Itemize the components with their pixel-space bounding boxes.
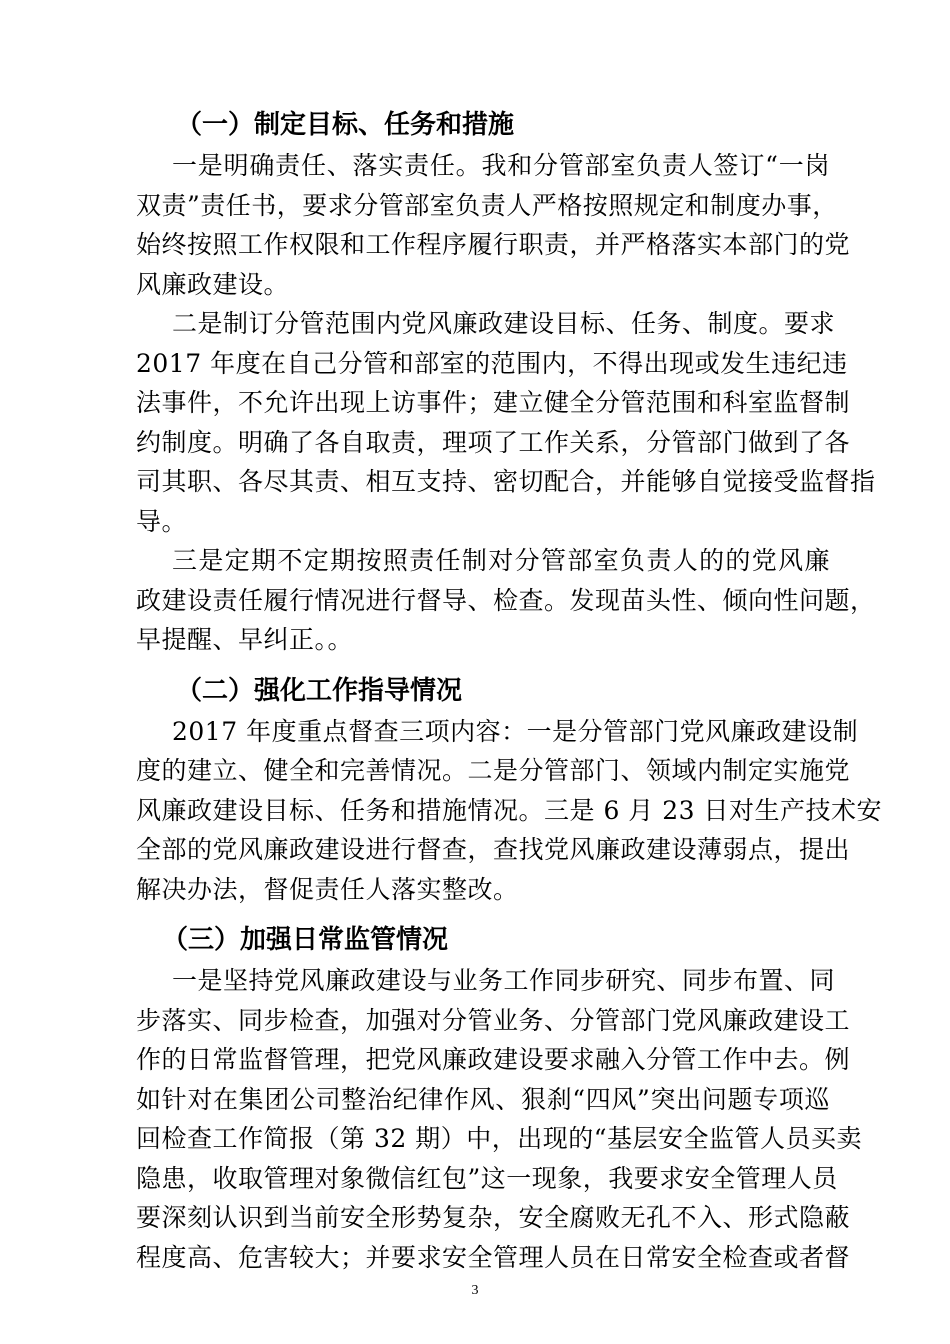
paragraph	[136, 961, 862, 1277]
paragraph-line: 全部的党风廉政建设进行督查，查找党风廉政建设薄弱点，提出	[136, 835, 851, 864]
paragraph-line: 风廉政建设目标、任务和措施情况。三是 6 月 23 日对生产技术安	[136, 795, 883, 825]
section-heading-text: （二）强化工作指导情况	[176, 675, 463, 706]
paragraph	[136, 146, 851, 304]
paragraph-line: 解决办法，督促责任人落实整改。	[136, 874, 519, 904]
paragraph-line: 作的日常监督管理，把党风廉政建设要求融入分管工作中去。例	[136, 1045, 851, 1074]
section-heading-text: （一）制定目标、任务和措施	[176, 110, 515, 140]
paragraph-line: 政建设责任履行情况进行督导、检查。发现苗头性、倾向性问题，	[136, 585, 876, 615]
paragraph-line: 2017 年度重点督查三项内容：一是分管部门党风廉政建设制	[172, 716, 859, 746]
paragraph-line: 约制度。明确了各自取责，理项了工作关系，分管部门做到了各	[136, 427, 851, 457]
paragraph-line: 回检查工作简报（第 32 期）中，出现的“基层安全监管人员买卖	[136, 1124, 862, 1153]
paragraph-line: 风廉政建设。	[136, 269, 290, 299]
paragraph-line: 程度高、危害较大；并要求安全管理人员在日常安全检查或者督	[136, 1242, 851, 1272]
paragraph-line: 早提醒、早纠正。。	[136, 625, 354, 654]
page-number: 3	[471, 1283, 479, 1298]
paragraph-line: 三是定期不定期按照责任制对分管部室负责人的的党风廉	[172, 546, 830, 575]
paragraph-line: 要深刻认识到当前安全形势复杂，安全腐败无孔不入、形式隐蔽	[136, 1203, 851, 1232]
section-heading	[136, 919, 830, 961]
section-heading	[136, 104, 830, 146]
paragraph-line: 度的建立、健全和完善情况。二是分管部门、领域内制定实施党	[136, 756, 851, 785]
section-heading	[136, 670, 830, 712]
paragraph-line: 2017 年度在自己分管和部室的范围内，不得出现或发生违纪违	[136, 348, 848, 378]
paragraph-line: 步落实、同步检查，加强对分管业务、分管部门党风廉政建设工	[136, 1005, 851, 1035]
paragraph-line: 导。	[136, 506, 188, 536]
paragraph-line: 法事件，不允许出现上访事件；建立健全分管范围和科室监督制	[136, 388, 851, 417]
paragraph-line: 一是坚持党风廉政建设与业务工作同步研究、同步布置、同	[172, 966, 836, 995]
paragraph	[136, 541, 876, 660]
paragraph	[136, 304, 876, 541]
paragraph-line: 二是制订分管范围内党风廉政建设目标、任务、制度。要求	[172, 309, 836, 338]
paragraph-line: 如针对在集团公司整治纪律作风、狠刹“四风”突出问题专项巡	[136, 1084, 830, 1114]
paragraph-line: 双责”责任书，要求分管部室负责人严格按照规定和制度办事，	[136, 190, 838, 220]
document-body	[136, 104, 883, 1277]
paragraph	[136, 712, 883, 910]
paragraph-line: 司其职、各尽其责、相互支持、密切配合，并能够自觉接受监督指	[136, 467, 876, 496]
section-heading-text: （三）加强日常监管情况	[162, 925, 449, 955]
paragraph-line: 一是明确责任、落实责任。我和分管部室负责人签订“一岗	[172, 151, 830, 180]
paragraph-line: 隐患，收取管理对象微信红包”这一现象，我要求安全管理人员	[136, 1163, 838, 1193]
paragraph-line: 始终按照工作权限和工作程序履行职责，并严格落实本部门的党	[136, 230, 851, 259]
